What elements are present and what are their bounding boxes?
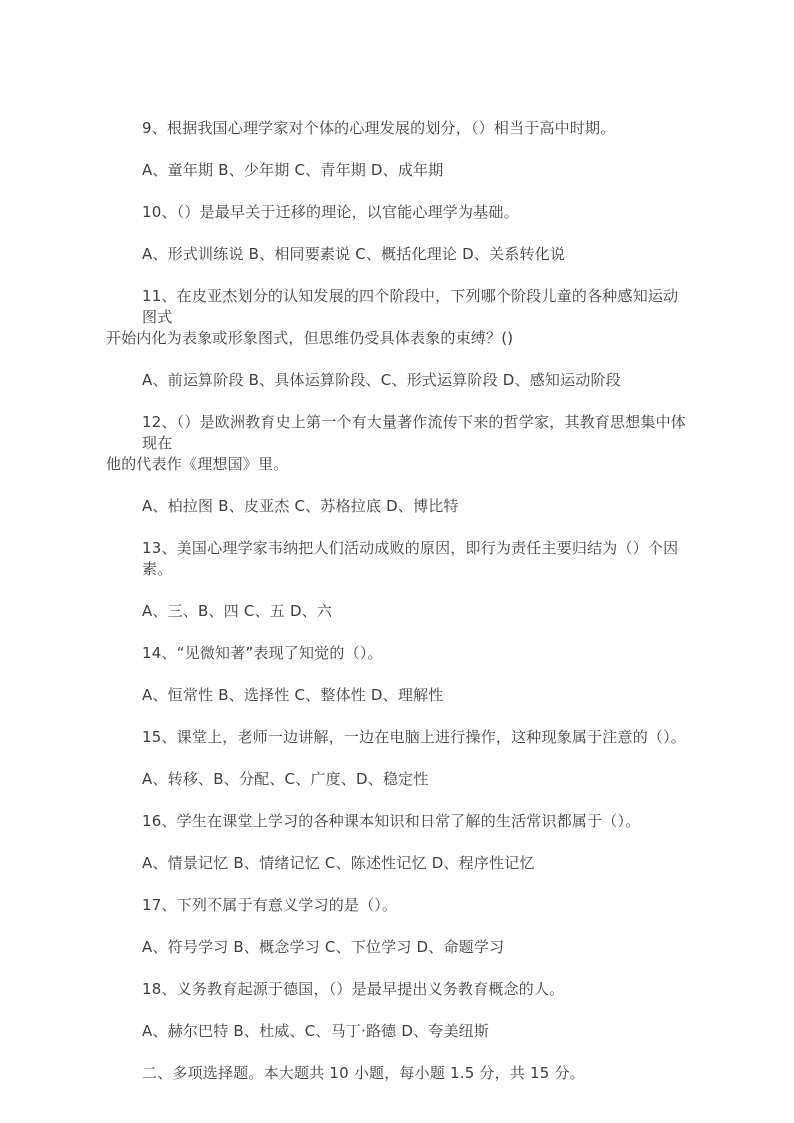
question-17-stem xyxy=(106,895,690,916)
question-17-options xyxy=(106,937,690,958)
question-18-stem xyxy=(106,979,690,1000)
question-11-stem xyxy=(106,286,690,349)
question-10-stem xyxy=(106,202,690,223)
question-options-line: A、情景记忆 B、情绪记忆 C、陈述性记忆 D、程序性记忆 xyxy=(142,854,535,872)
question-options-line: A、赫尔巴特 B、杜威、C、马丁·路德 D、夸美纽斯 xyxy=(142,1022,490,1040)
question-options-line: A、恒常性 B、选择性 C、整体性 D、理解性 xyxy=(142,686,444,704)
section-heading xyxy=(106,1063,690,1084)
question-stem-line: 11、在皮亚杰划分的认知发展的四个阶段中，下列哪个阶段儿童的各种感知运动图式 xyxy=(142,287,679,326)
question-options-line: A、柏拉图 B、皮亚杰 C、苏格拉底 D、博比特 xyxy=(142,497,459,515)
question-12-stem xyxy=(106,412,690,475)
question-options-line: A、转移、B、分配、C、广度、D、稳定性 xyxy=(142,770,429,788)
question-15-stem xyxy=(106,727,690,748)
question-10-options xyxy=(106,244,690,265)
question-options-line: A、符号学习 B、概念学习 C、下位学习 D、命题学习 xyxy=(142,938,505,956)
question-options-line: A、三、B、四 C、五 D、六 xyxy=(142,602,333,620)
question-11-options xyxy=(106,370,690,391)
question-9-stem xyxy=(106,118,690,139)
question-12-options xyxy=(106,496,690,517)
question-stem-line: 他的代表作《理想国》里。 xyxy=(106,455,289,473)
question-stem-line: 14、“见微知著”表现了知觉的（）。 xyxy=(142,644,383,662)
question-14-stem xyxy=(106,643,690,664)
question-stem-line: 12、（）是欧洲教育史上第一个有大量著作流传下来的哲学家，其教育思想集中体现在 xyxy=(142,413,686,452)
question-stem-line: 开始内化为表象或形象图式，但思维仍受具体表象的束缚？() xyxy=(106,329,514,347)
question-stem-line: 17、下列不属于有意义学习的是（）。 xyxy=(142,896,398,914)
question-13-options xyxy=(106,601,690,622)
question-stem-line: 10、（）是最早关于迁移的理论，以官能心理学为基础。 xyxy=(142,203,519,221)
question-options-line: A、童年期 B、少年期 C、青年期 D、成年期 xyxy=(142,161,444,179)
question-9-options xyxy=(106,160,690,181)
question-stem-line: 15、课堂上，老师一边讲解，一边在电脑上进行操作，这种现象属于注意的（）。 xyxy=(142,728,686,746)
question-options-line: A、形式训练说 B、相同要素说 C、概括化理论 D、关系转化说 xyxy=(142,245,566,263)
question-stem-line: 16、学生在课堂上学习的各种课本知识和日常了解的生活常识都属于（）。 xyxy=(142,812,641,830)
question-14-options xyxy=(106,685,690,706)
question-16-options xyxy=(106,853,690,874)
section-heading-line: 二、多项选择题。本大题共 10 小题，每小题 1.5 分，共 15 分。 xyxy=(142,1064,585,1082)
exam-content xyxy=(106,118,690,1105)
question-stem-line: 9、根据我国心理学家对个体的心理发展的划分，（）相当于高中时期。 xyxy=(142,119,616,137)
question-16-stem xyxy=(106,811,690,832)
question-stem-line: 18、义务教育起源于德国，（）是最早提出义务教育概念的人。 xyxy=(142,980,565,998)
question-15-options xyxy=(106,769,690,790)
question-stem-line: 13、美国心理学家韦纳把人们活动成败的原因，即行为责任主要归结为（）个因素。 xyxy=(142,539,679,578)
question-18-options xyxy=(106,1021,690,1042)
question-13-stem xyxy=(106,538,690,580)
question-options-line: A、前运算阶段 B、具体运算阶段、C、形式运算阶段 D、感知运动阶段 xyxy=(142,371,621,389)
